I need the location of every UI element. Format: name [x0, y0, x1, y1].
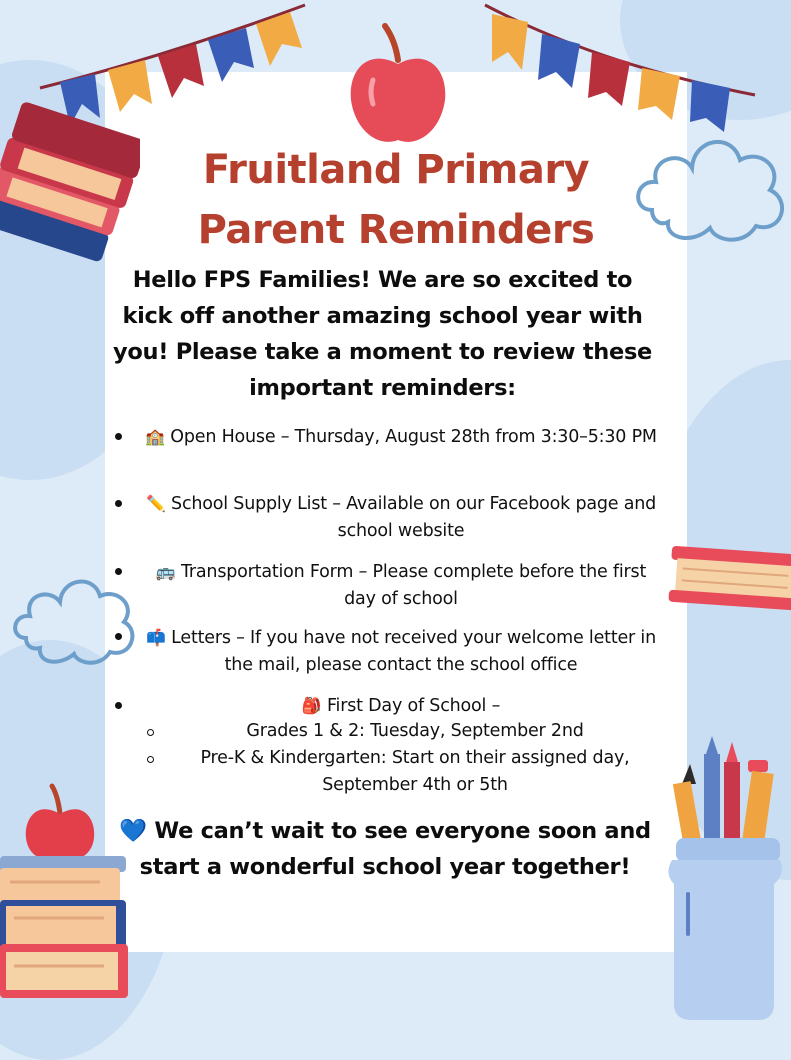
bullet-icon — [115, 568, 122, 575]
blue-heart-icon: 💙 — [119, 818, 147, 844]
title-line-1: Fruitland Primary — [202, 147, 590, 193]
school-icon: 🏫 — [145, 427, 165, 446]
reminder-text: Letters – If you have not received your welcome letter in the mail, please contact the school office — [171, 628, 656, 675]
reminder-text: First Day of School – — [326, 696, 501, 716]
cloud-icon — [10, 572, 140, 672]
reminder-item — [140, 692, 662, 720]
page-title — [105, 140, 687, 260]
closing-message — [115, 813, 655, 885]
sub-bullet-icon — [147, 756, 154, 763]
pencil-icon: ✏️ — [145, 494, 166, 513]
reminder-item — [140, 624, 662, 679]
bullet-icon — [115, 433, 122, 440]
reminder-text: Transportation Form – Please complete before the first day of school — [181, 562, 647, 609]
reminder-text: School Supply List – Available on our Facebook page and school website — [171, 494, 657, 541]
bus-icon: 🚌 — [155, 562, 176, 581]
apple-icon — [343, 20, 453, 150]
bullet-icon — [115, 500, 122, 507]
pencil-jar-icon — [662, 734, 791, 1024]
reminder-item — [140, 558, 662, 613]
bullet-icon — [115, 633, 122, 640]
closing-text: We can’t wait to see everyone soon and start a wonderful school year together! — [139, 818, 651, 880]
reminder-item — [140, 490, 662, 545]
sub-item: Grades 1 & 2: Tuesday, September 2nd — [246, 721, 584, 741]
backpack-icon: 🎒 — [301, 696, 322, 715]
reminder-text: Open House – Thursday, August 28th from 3:30–5:30 PM — [170, 427, 657, 447]
sub-item: Pre-K & Kindergarten: Start on their assigned day, September 4th or 5th — [200, 748, 630, 795]
book-icon — [668, 544, 791, 616]
sub-bullet-icon — [147, 729, 154, 736]
mailbox-icon: 📫 — [146, 628, 166, 647]
bullet-icon — [115, 702, 122, 709]
title-line-2: Parent Reminders — [197, 207, 595, 253]
bunting-right-icon — [480, 0, 780, 140]
intro-text: Hello FPS Families! We are so excited to kick off another amazing school year with you! Please take a moment to review these important reminders: — [112, 267, 653, 401]
reminder-item — [140, 423, 662, 451]
